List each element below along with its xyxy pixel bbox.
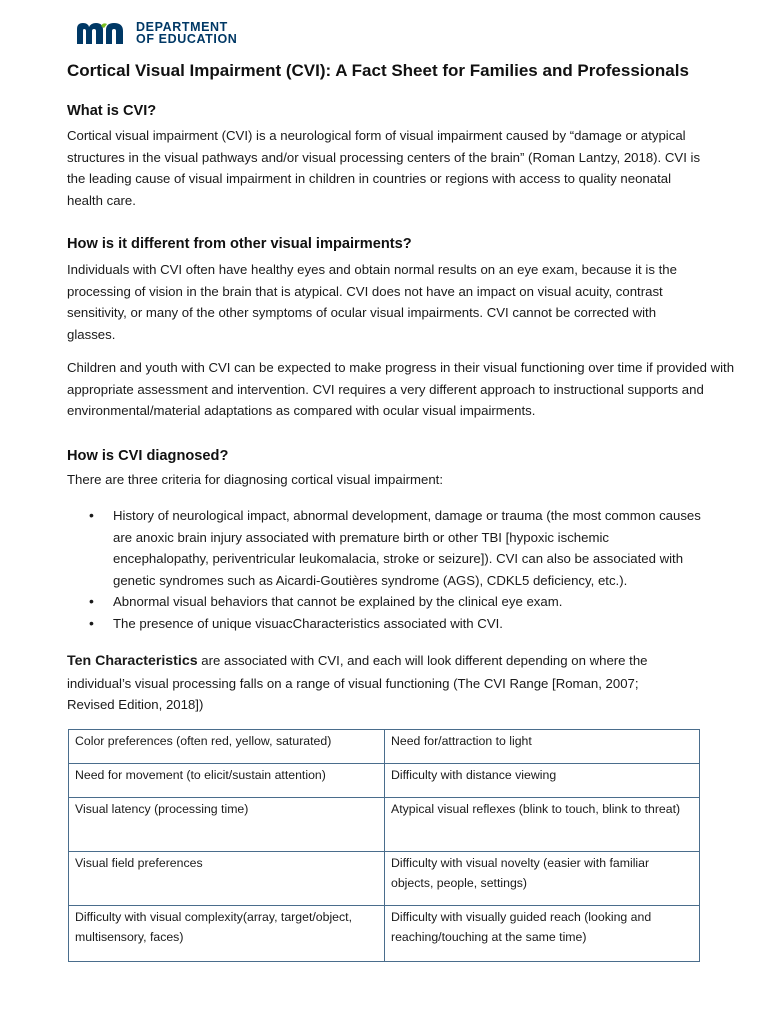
list-item: • The presence of unique visuacCharacteristics associated with CVI. — [67, 613, 707, 635]
logo-line-1: DEPARTMENT — [136, 19, 228, 34]
paragraph-different-1: Individuals with CVI often have healthy eyes and obtain normal results on an eye exam, because it is the processing of vision in the brain that is atypical. CVI does not have an impact on visual acuity, contrast sensitivity, or many of the other symptoms of ocular visual impairments. CVI cannot be corrected with glasses. — [67, 262, 677, 342]
ten-characteristics-bold: Ten Characteristics — [67, 653, 198, 669]
table-cell: Atypical visual reflexes (blink to touch, blink to threat) — [385, 798, 700, 852]
paragraph-diagnosed-intro: There are three criteria for diagnosing cortical visual impairment: — [67, 472, 444, 487]
table-cell: Difficulty with visual complexity(array, target/object, multisensory, faces) — [69, 906, 385, 962]
page-title: Cortical Visual Impairment (CVI): A Fact Sheet for Families and Professionals — [67, 61, 689, 80]
table-row — [69, 764, 700, 798]
heading-how-different: How is it different from other visual impairments? — [67, 236, 412, 252]
table-row — [69, 730, 700, 764]
table-row — [69, 852, 700, 906]
logo-line-2: OF EDUCATION — [136, 32, 238, 46]
table-row — [69, 798, 700, 852]
paragraph-different-2: Children and youth with CVI can be expected to make progress in their visual functioning over time if provided with appropriate assessment and intervention. CVI requires a very different approach to instructional supports and environmental/material adaptations as compared with ocular visual impairments. — [67, 360, 735, 418]
paragraph-what-is-cvi: Cortical visual impairment (CVI) is a neurological form of visual impairment caused by “damage or atypical structures in the visual pathways and/or visual processing centers of the brain” (Roman Lantzy, 2018). CVI is the leading cause of visual impairment in children in countries or regions with access to quality neonatal health care. — [67, 128, 701, 208]
list-item: • History of neurological impact, abnormal development, damage or trauma (the most common causes are anoxic brain injury associated with premature birth or other TBI [hypoxic ischemic encephalopathy, periventricular leukomalacia, stroke or seizure]). CVI can also be associated with genetic syndromes such as Aicardi-Goutières syndrome (AGS), CDKL5 deficiency, etc.). — [67, 505, 707, 591]
table-cell: Visual field preferences — [69, 852, 385, 906]
table-cell: Color preferences (often red, yellow, saturated) — [69, 730, 385, 764]
table-cell: Need for movement (to elicit/sustain attention) — [69, 764, 385, 798]
mn-logo-mark-icon — [76, 21, 130, 45]
table-cell: Difficulty with visually guided reach (looking and reaching/touching at the same time) — [385, 906, 700, 962]
paragraph-ten-characteristics — [67, 650, 667, 716]
list-item: • Abnormal visual behaviors that cannot be explained by the clinical eye exam. — [67, 591, 707, 613]
ten-characteristics-text: are associated with CVI, and each will look different depending on where the individual’s visual processing falls on a range of visual functioning (The CVI Range [Roman, 2007; Revised Edition, 2018]) — [67, 653, 648, 712]
diagnosis-criteria-list — [67, 505, 707, 634]
logo-wordmark — [136, 21, 237, 46]
table-cell: Difficulty with visual novelty (easier with familiar objects, people, settings) — [385, 852, 700, 906]
characteristics-table — [68, 729, 700, 962]
table-row — [69, 906, 700, 962]
heading-what-is-cvi: What is CVI? — [67, 103, 157, 119]
table-cell: Need for/attraction to light — [385, 730, 700, 764]
table-cell: Difficulty with distance viewing — [385, 764, 700, 798]
mn-department-of-education-logo — [76, 20, 237, 46]
heading-how-diagnosed: How is CVI diagnosed? — [67, 448, 229, 464]
table-cell: Visual latency (processing time) — [69, 798, 385, 852]
